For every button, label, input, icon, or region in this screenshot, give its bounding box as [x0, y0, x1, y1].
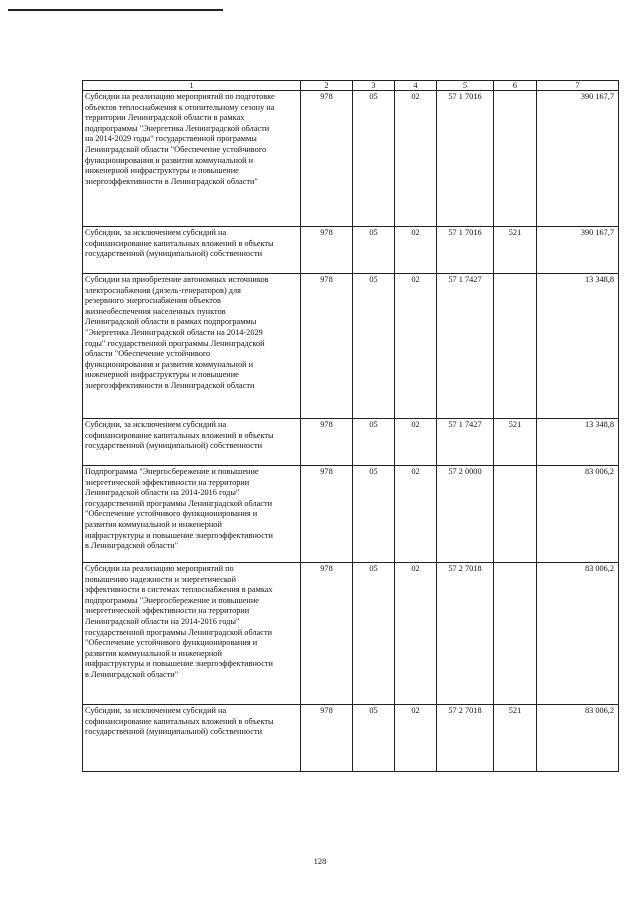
row-code: 978 [301, 227, 353, 274]
header-col-2: 2 [301, 81, 353, 91]
table-row [83, 419, 619, 466]
row-expense-type [494, 91, 537, 227]
row-amount: 390 167,7 [537, 91, 619, 227]
row-target-article: 57 1 7016 [437, 91, 494, 227]
row-code: 978 [301, 466, 353, 563]
row-code: 978 [301, 91, 353, 227]
row-expense-type: 521 [494, 227, 537, 274]
row-section: 05 [353, 274, 395, 419]
row-subsection: 02 [395, 466, 437, 563]
row-amount: 83 006,2 [537, 466, 619, 563]
row-code: 978 [301, 419, 353, 466]
row-amount: 13 348,8 [537, 274, 619, 419]
row-name: Субсидии на реализацию мероприятий по повышению надежности и энергетической эффективности в системах теплоснабжения в рамках подпрограммы "Энергосбережение и повышение энергетической эффективности на территории Ленинградской области на 2014-2016 годы" государственной программы Ленинградской области "Обеспечение устойчивого функционирования и развития коммунальной и инженерной инфраструктуры и повышение энергоэффективности в Ленинградской области" [83, 563, 301, 705]
row-section: 05 [353, 419, 395, 466]
row-expense-type [494, 274, 537, 419]
row-code: 978 [301, 705, 353, 772]
table-row [83, 274, 619, 419]
row-section: 05 [353, 91, 395, 227]
row-name: Субсидии, за исключением субсидий на софинансирование капитальных вложений в объекты государственной (муниципальной) собственности [83, 227, 301, 274]
table-row [83, 705, 619, 772]
row-code: 978 [301, 274, 353, 419]
row-subsection: 02 [395, 563, 437, 705]
row-code: 978 [301, 563, 353, 705]
budget-table [82, 80, 619, 772]
row-target-article: 57 1 7016 [437, 227, 494, 274]
table-row [83, 227, 619, 274]
header-col-6: 6 [494, 81, 537, 91]
top-rule [8, 9, 223, 11]
header-col-4: 4 [395, 81, 437, 91]
row-name: Субсидии на реализацию мероприятий по подготовке объектов теплоснабжения к отопительному сезону на территории Ленинградской области в рамках подпрограммы "Энергетика Ленинградской области на 2014-2029 годы" государственной программы Ленинградской области "Обеспечение устойчивого функционирования и развития коммунальной и инженерной инфраструктуры и повышение энергоэффективности в Ленинградской области" [83, 91, 301, 227]
table-row [83, 563, 619, 705]
row-section: 05 [353, 227, 395, 274]
row-expense-type [494, 466, 537, 563]
row-subsection: 02 [395, 419, 437, 466]
row-target-article: 57 1 7427 [437, 274, 494, 419]
row-name: Субсидии на приобретение автономных источников электроснабжения (дизель-генераторов) для резервного энергоснабжения объектов жизнеобеспечения населенных пунктов Ленинградской области в рамках подпрограммы "Энергетика Ленинградской области на 2014-2029 годы" государственной программы Ленинградской области "Обеспечение устойчивого функционирования и развития коммунальной и инженерной инфраструктуры и повышение энергоэффективности в Ленинградской области [83, 274, 301, 419]
row-section: 05 [353, 705, 395, 772]
row-section: 05 [353, 466, 395, 563]
row-target-article: 57 2 0000 [437, 466, 494, 563]
row-amount: 13 348,8 [537, 419, 619, 466]
row-name: Субсидии, за исключением субсидий на софинансирование капитальных вложений в объекты государственной (муниципальной) собственности [83, 419, 301, 466]
header-row [83, 81, 619, 91]
page-number: 128 [313, 856, 327, 866]
row-expense-type: 521 [494, 705, 537, 772]
header-col-3: 3 [353, 81, 395, 91]
row-subsection: 02 [395, 91, 437, 227]
row-subsection: 02 [395, 705, 437, 772]
header-col-1: 1 [83, 81, 301, 91]
row-section: 05 [353, 563, 395, 705]
row-name: Субсидии, за исключением субсидий на софинансирование капитальных вложений в объекты государственной (муниципальной) собственности [83, 705, 301, 772]
header-col-7: 7 [537, 81, 619, 91]
table-row [83, 466, 619, 563]
row-expense-type [494, 563, 537, 705]
table-row [83, 91, 619, 227]
header-col-5: 5 [437, 81, 494, 91]
row-target-article: 57 2 7018 [437, 705, 494, 772]
row-amount: 83 006,2 [537, 705, 619, 772]
row-target-article: 57 1 7427 [437, 419, 494, 466]
row-subsection: 02 [395, 227, 437, 274]
row-expense-type: 521 [494, 419, 537, 466]
row-target-article: 57 2 7018 [437, 563, 494, 705]
row-name: Подпрограмма "Энергосбережение и повышение энергетической эффективности на территории Ленинградской области на 2014-2016 годы" государственной программы Ленинградской области "Обеспечение устойчивого функционирования и развития коммунальной и инженерной инфраструктуры и повышение энергоэффективности в Ленинградской области" [83, 466, 301, 563]
row-amount: 83 006,2 [537, 563, 619, 705]
row-subsection: 02 [395, 274, 437, 419]
row-amount: 390 167,7 [537, 227, 619, 274]
